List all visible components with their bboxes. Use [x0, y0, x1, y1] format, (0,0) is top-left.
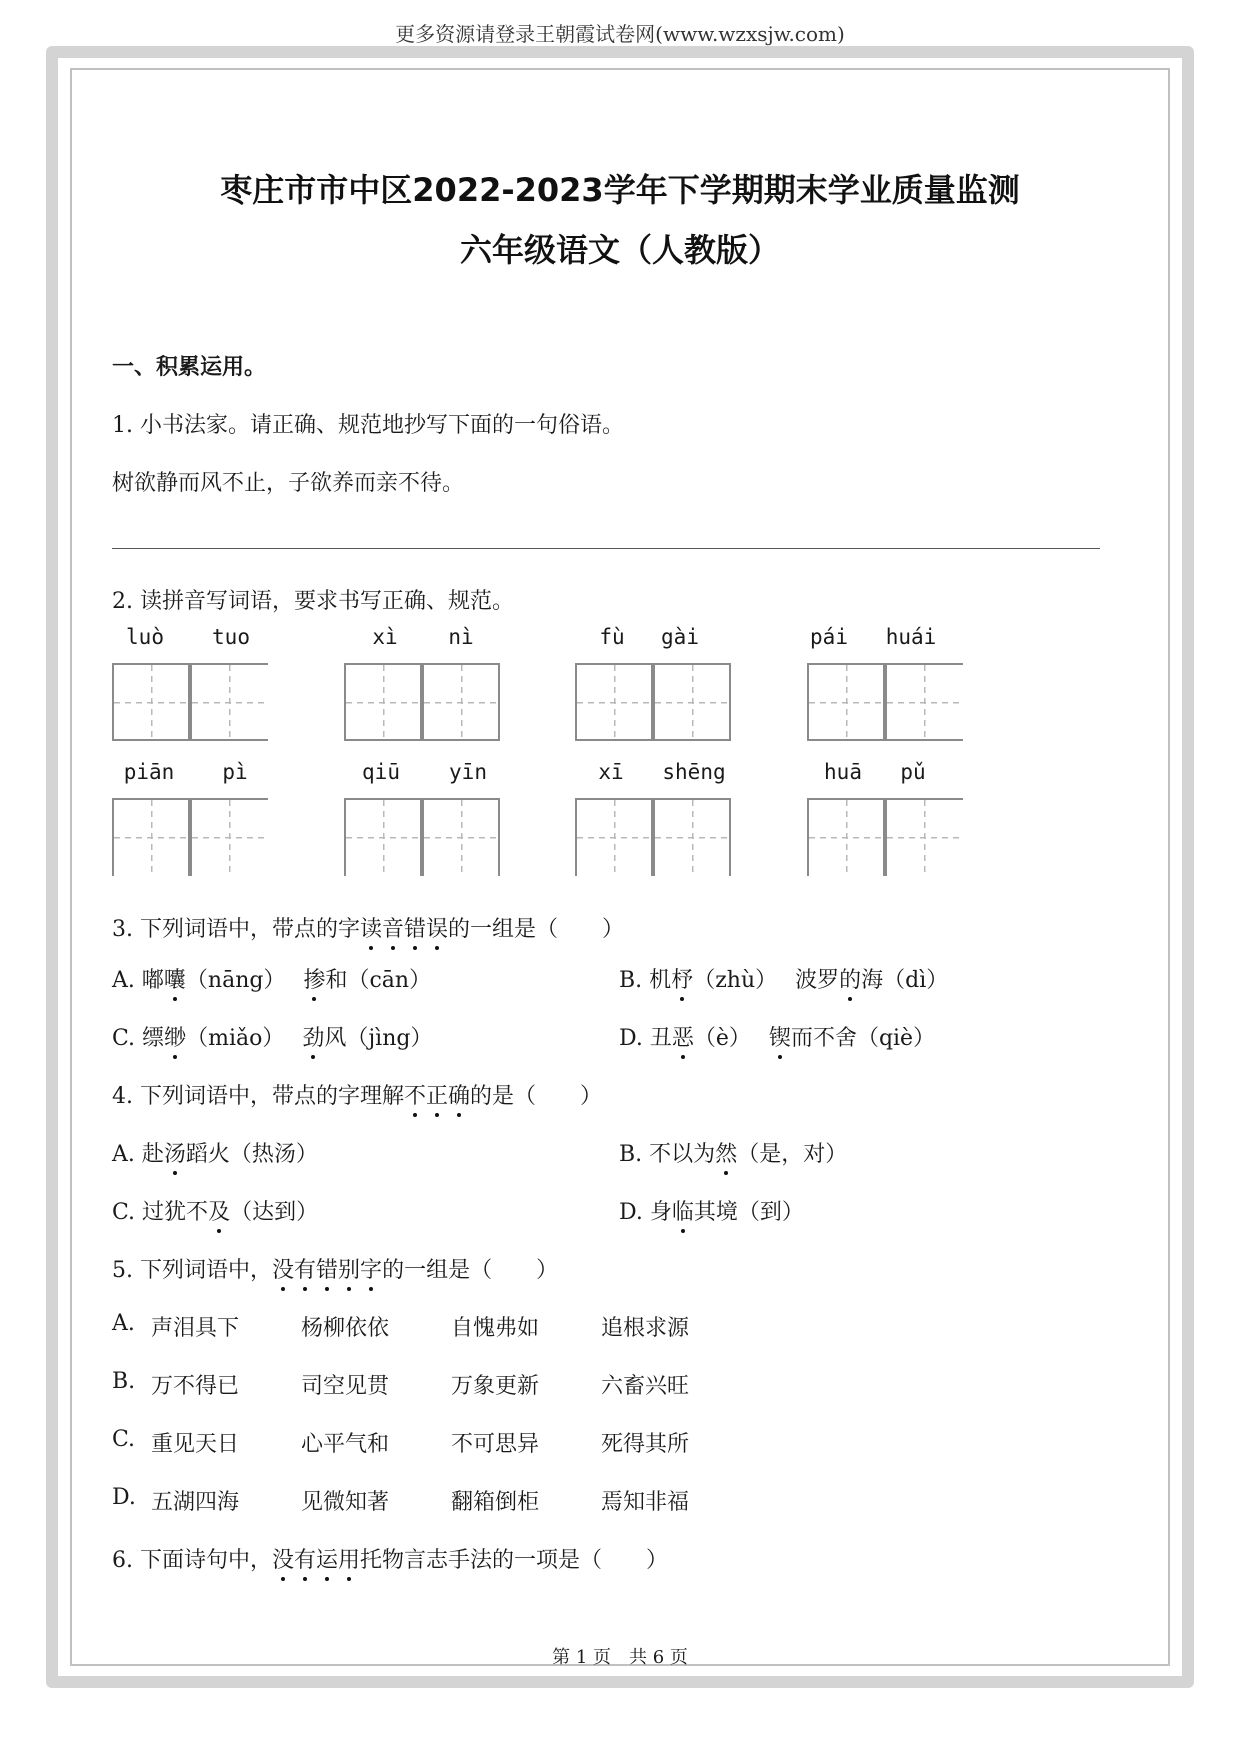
q1-answer-line[interactable]	[112, 548, 1100, 549]
pinyin: piān	[123, 760, 175, 784]
word: 杨柳依依	[301, 1316, 390, 1341]
pinyin: luò	[126, 625, 164, 649]
q4-stem: 4. 下列词语中，带点的字理解不正确的是（ ）	[112, 1084, 603, 1109]
writing-box[interactable]	[422, 663, 500, 741]
q1-stem: 1. 小书法家。请正确、规范地抄写下面的一句俗语。	[112, 413, 624, 438]
pinyin: tuo	[212, 625, 250, 649]
word: 见微知著	[301, 1490, 390, 1515]
pinyin: gài	[661, 625, 699, 649]
writing-box[interactable]	[422, 798, 500, 876]
word: 心平气和	[301, 1432, 390, 1457]
site-header: 更多资源请登录王朝霞试卷网(www.wzxsjw.com)	[395, 22, 845, 46]
writing-box[interactable]	[653, 663, 731, 741]
q3-stem: 3. 下列词语中，带点的字读音错误的一组是（ ）	[112, 917, 625, 942]
writing-box[interactable]	[807, 798, 885, 876]
writing-box[interactable]	[885, 798, 963, 876]
q1-proverb: 树欲静而风不止，子欲养而亲不待。	[112, 471, 465, 496]
writing-box[interactable]	[807, 663, 885, 741]
q2-stem: 2. 读拼音写词语，要求书写正确、规范。	[112, 589, 514, 614]
exam-subtitle: 六年级语文（人教版）	[459, 231, 780, 269]
writing-box[interactable]	[344, 663, 422, 741]
word: 声泪具下	[151, 1316, 240, 1341]
writing-box[interactable]	[190, 798, 268, 876]
word: 万象更新	[451, 1374, 540, 1399]
page-number: 第 1 页 共 6 页	[552, 1647, 688, 1668]
pinyin: nì	[448, 625, 474, 649]
pinyin: xì	[372, 625, 398, 649]
writing-box[interactable]	[575, 663, 653, 741]
pinyin: huái	[885, 625, 937, 649]
pinyin: pì	[222, 760, 248, 784]
q5-stem: 5. 下列词语中，没有错别字的一组是（ ）	[112, 1258, 559, 1283]
pinyin: xī	[598, 760, 624, 784]
q3-option-c[interactable]: C. 缥缈（miǎo） 劲风（jìng）	[112, 1026, 433, 1051]
q6-stem: 6. 下面诗句中，没有运用托物言志手法的一项是（ ）	[112, 1548, 669, 1573]
word: 死得其所	[601, 1432, 690, 1457]
writing-box[interactable]	[112, 663, 190, 741]
pinyin: pái	[810, 625, 848, 649]
word: 自愧弗如	[451, 1316, 540, 1341]
word: 焉知非福	[601, 1490, 690, 1515]
word: 万不得已	[151, 1374, 240, 1399]
q4-option-d[interactable]: D. 身临其境（到）	[619, 1200, 804, 1225]
writing-box[interactable]	[190, 663, 268, 741]
q4-option-c[interactable]: C. 过犹不及（达到）	[112, 1200, 319, 1225]
pinyin: huā	[824, 760, 862, 784]
q3-option-d[interactable]: D. 丑恶（è） 锲而不舍（qiè）	[619, 1026, 936, 1051]
word: 六畜兴旺	[601, 1374, 690, 1399]
writing-box[interactable]	[653, 798, 731, 876]
pinyin: yīn	[449, 760, 487, 784]
word: 翻箱倒柜	[451, 1490, 540, 1515]
word: 五湖四海	[151, 1490, 240, 1515]
word: 重见天日	[151, 1432, 240, 1457]
writing-box[interactable]	[885, 663, 963, 741]
q4-option-b[interactable]: B. 不以为然（是，对）	[619, 1142, 848, 1167]
writing-box[interactable]	[112, 798, 190, 876]
q4-option-a[interactable]: A. 赴汤蹈火（热汤）	[112, 1142, 318, 1167]
option-label: D.	[112, 1485, 136, 1510]
q3-option-b[interactable]: B. 机杼（zhù） 波罗的海（dì）	[619, 968, 949, 993]
pinyin: qiū	[362, 760, 400, 784]
option-label: A.	[112, 1311, 135, 1336]
exam-title: 枣庄市市中区2022-2023学年下学期期末学业质量监测	[220, 171, 1020, 209]
option-label: B.	[112, 1369, 136, 1394]
word: 追根求源	[601, 1316, 690, 1341]
section-heading: 一、积累运用。	[112, 355, 267, 380]
word: 不可思异	[451, 1432, 540, 1457]
q3-option-a[interactable]: A. 嘟囔（nāng） 掺和（cān）	[112, 968, 432, 993]
writing-box[interactable]	[575, 798, 653, 876]
pinyin: fù	[599, 625, 625, 649]
writing-box[interactable]	[344, 798, 422, 876]
pinyin: shēng	[662, 760, 726, 784]
word: 司空见贯	[301, 1374, 390, 1399]
pinyin: pǔ	[900, 760, 926, 784]
option-label: C.	[112, 1427, 136, 1452]
